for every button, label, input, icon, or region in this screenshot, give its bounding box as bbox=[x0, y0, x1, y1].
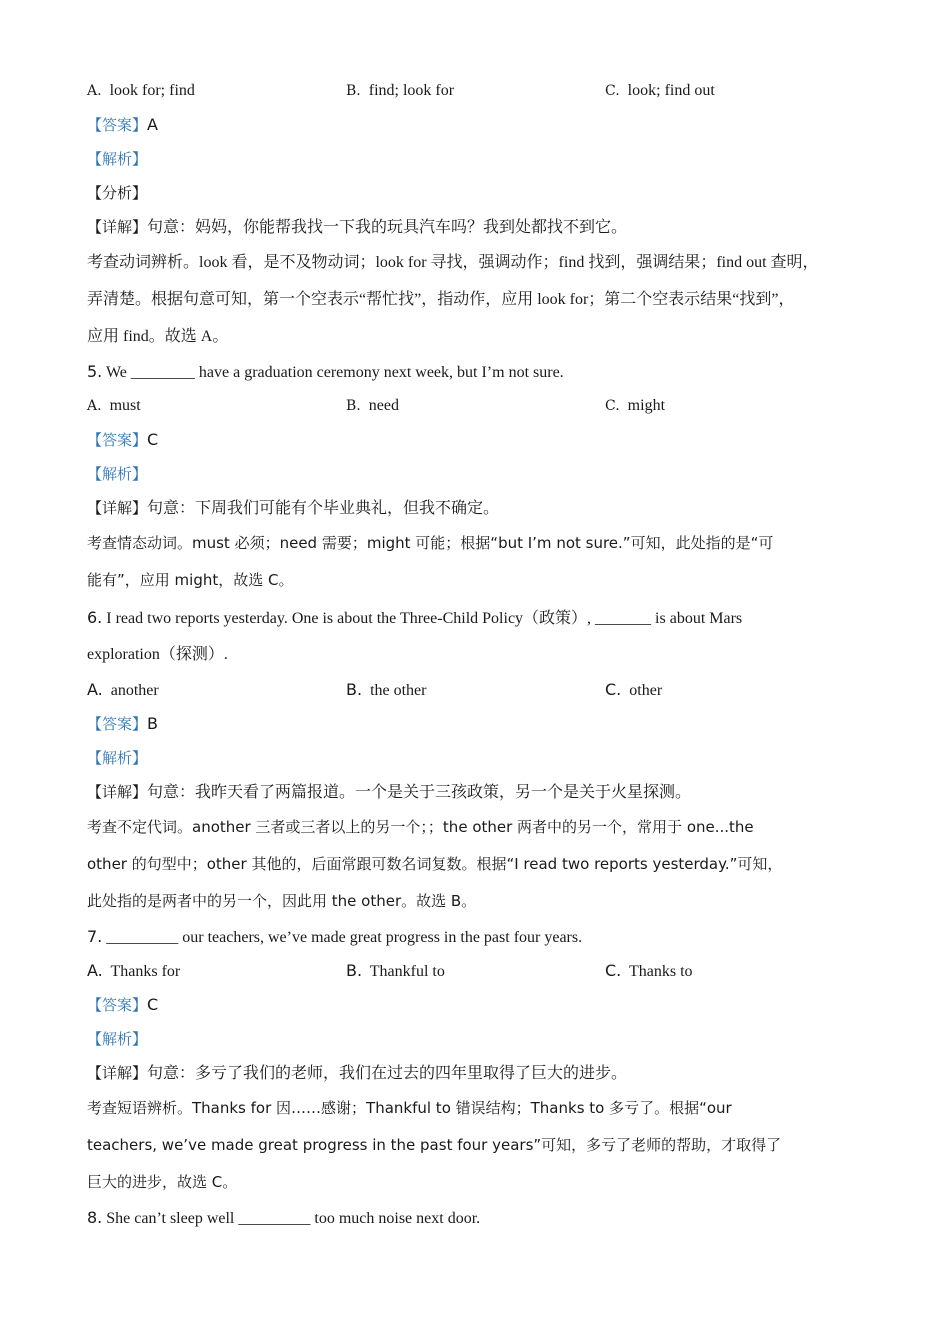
q5-detail: 【详解】句意：下周我们可能有个毕业典礼，但我不确定。 bbox=[87, 499, 500, 517]
q7-analysis-heading: 【解析】 bbox=[87, 1030, 148, 1048]
q4-fenxi-heading: 【分析】 bbox=[87, 184, 148, 202]
q4-options bbox=[87, 74, 867, 108]
q6-stem: 6. I read two reports yesterday. One is about the Three-Child Policy（政策）, _______ is about Mars bbox=[87, 608, 743, 627]
q5-option-a: A. must bbox=[87, 397, 141, 414]
q4-option-c: C. look; find out bbox=[605, 82, 715, 99]
q4-option-a: A. look for; find bbox=[87, 82, 195, 99]
q8-stem: 8. She can’t sleep well _________ too much noise next door. bbox=[87, 1208, 481, 1227]
q5-option-b: B. need bbox=[346, 397, 399, 414]
q6-explain-line: other 的句型中；other 其他的，后面常跟可数名词复数。根据“I read two reports yesterday.”可知， bbox=[87, 855, 783, 873]
q6-options bbox=[87, 673, 867, 707]
q5-option-c: C. might bbox=[605, 397, 666, 414]
q7-explain-line: teachers, we’ve made great progress in the past four years”可知，多亏了老师的帮助，才取得了 bbox=[87, 1136, 782, 1154]
q4-answer: 【答案】A bbox=[87, 115, 158, 134]
q4-explain-line: 应用 find。故选 A。 bbox=[87, 328, 229, 345]
q6-option-b: B. the other bbox=[346, 680, 427, 699]
q7-stem: 7. _________ our teachers, we’ve made great progress in the past four years. bbox=[87, 927, 583, 946]
q4-explain-line: 考查动词辨析。look 看，是不及物动词；look for 寻找，强调动作；find 找到，强调结果；find out 查明， bbox=[87, 254, 819, 271]
q4-explain-line: 弄清楚。根据句意可知，第一个空表示“帮忙找”，指动作，应用 look for；第二个空表示结果“找到”， bbox=[87, 291, 795, 308]
q6-option-c: C. other bbox=[605, 680, 663, 699]
q7-option-a: A. Thanks for bbox=[87, 961, 181, 980]
q7-detail: 【详解】句意：多亏了我们的老师，我们在过去的四年里取得了巨大的进步。 bbox=[87, 1064, 628, 1082]
q7-option-c: C. Thanks to bbox=[605, 961, 693, 980]
q7-option-b: B. Thankful to bbox=[346, 961, 445, 980]
q7-options bbox=[87, 954, 867, 988]
q7-answer: 【答案】C bbox=[87, 995, 159, 1014]
q5-answer: 【答案】C bbox=[87, 430, 159, 449]
q6-option-a: A. another bbox=[87, 680, 159, 699]
q5-options bbox=[87, 389, 867, 423]
q6-analysis-heading: 【解析】 bbox=[87, 749, 148, 767]
q5-explain-line: 考查情态动词。must 必须；need 需要；might 可能；根据“but I’m not sure.”可知，此处指的是“可 bbox=[87, 534, 774, 552]
q6-explain-line: 此处指的是两者中的另一个，因此用 the other。故选 B。 bbox=[87, 892, 477, 910]
q7-explain-line: 巨大的进步，故选 C。 bbox=[87, 1173, 238, 1191]
q4-analysis-heading: 【解析】 bbox=[87, 150, 148, 168]
q4-option-b: B. find; look for bbox=[346, 82, 455, 99]
q6-stem-cont: exploration（探测）. bbox=[87, 646, 228, 663]
q5-analysis-heading: 【解析】 bbox=[87, 465, 148, 483]
q5-explain-line: 能有”，应用 might，故选 C。 bbox=[87, 571, 294, 589]
document-page bbox=[87, 74, 867, 1235]
q7-explain-line: 考查短语辨析。Thanks for 因……感谢；Thankful to 错误结构；Thanks to 多亏了。根据“our bbox=[87, 1099, 732, 1117]
q5-stem: 5. We ________ have a graduation ceremony next week, but I’m not sure. bbox=[87, 362, 564, 381]
q6-answer: 【答案】B bbox=[87, 714, 158, 733]
q6-detail: 【详解】句意：我昨天看了两篇报道。一个是关于三孩政策，另一个是关于火星探测。 bbox=[87, 783, 692, 801]
q6-explain-line: 考查不定代词。another 三者或三者以上的另一个；；the other 两者中的另一个，常用于 one...the bbox=[87, 818, 754, 836]
q4-detail: 【详解】句意：妈妈，你能帮我找一下我的玩具汽车吗？我到处都找不到它。 bbox=[87, 218, 628, 236]
